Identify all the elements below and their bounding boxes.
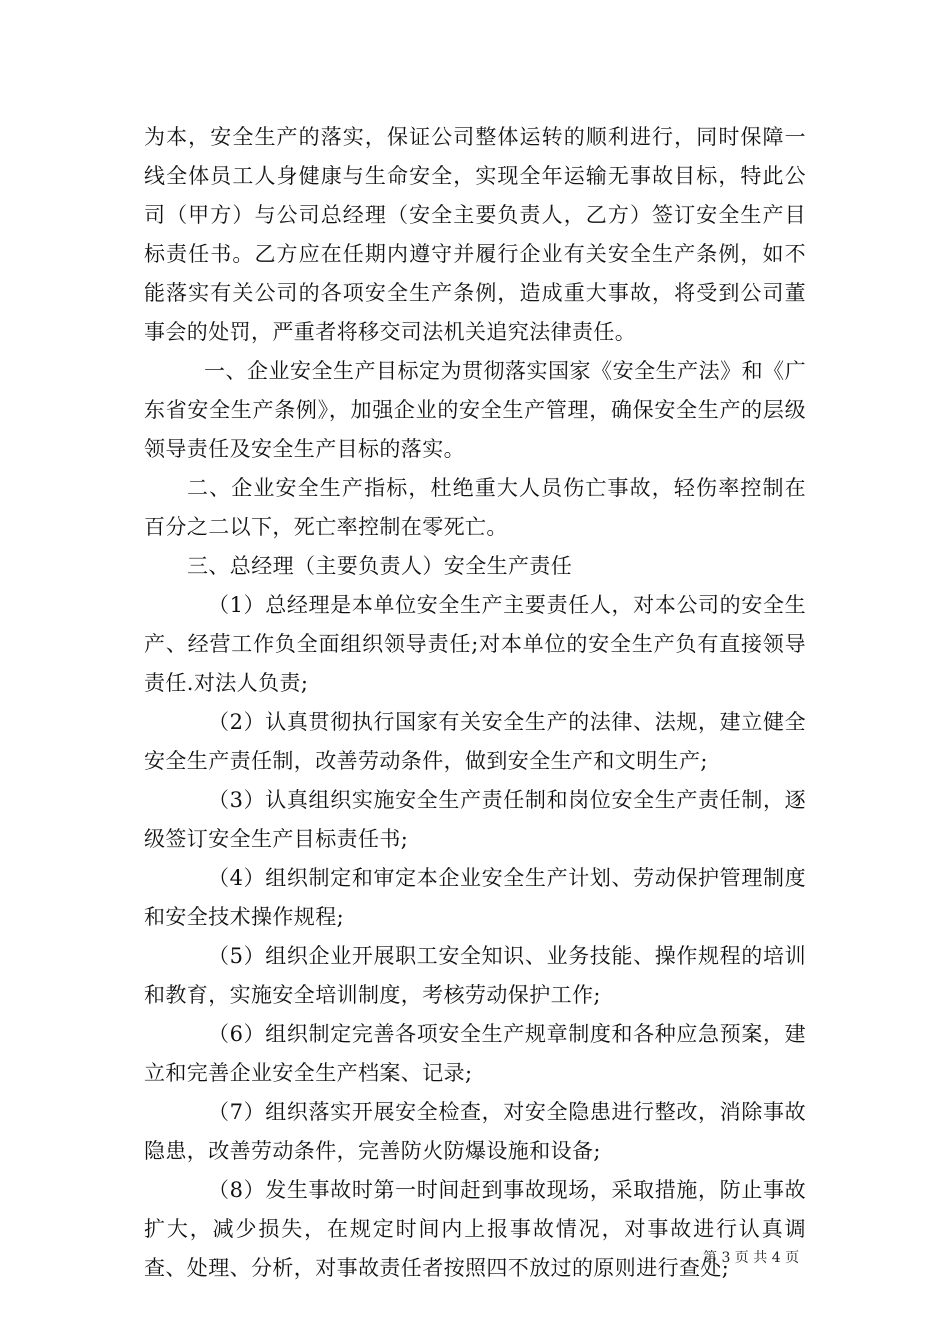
paragraph-section-1: 一、企业安全生产目标定为贯彻落实国家《安全生产法》和《广东省安全生产条例》，加强企业的安全生产管理，确保安全生产的层级领导责任及安全生产目标的落实。 bbox=[144, 359, 806, 461]
paragraph-item-5: （5）组织企业开展职工安全知识、业务技能、操作规程的培训和教育，实施安全培训制度，考核劳动保护工作; bbox=[144, 944, 806, 1007]
document-body bbox=[144, 118, 806, 1288]
paragraph-intro: 为本，安全生产的落实，保证公司整体运转的顺利进行，同时保障一线全体员工人身健康与生命安全，实现全年运输无事故目标，特此公司（甲方）与公司总经理（安全主要负责人，乙方）签订安全生产目标责任书。乙方应在任期内遵守并履行企业有关安全生产条例，如不能落实有关公司的各项安全生产条例，造成重大事故，将受到公司董事会的处罚，严重者将移交司法机关追究法律责任。 bbox=[144, 125, 806, 344]
paragraph-item-3: （3）认真组织实施安全生产责任制和岗位安全生产责任制，逐级签订安全生产目标责任书; bbox=[144, 788, 806, 851]
paragraph-item-1: （1）总经理是本单位安全生产主要责任人，对本公司的安全生产、经营工作负全面组织领导责任;对本单位的安全生产负有直接领导责任.对法人负责; bbox=[144, 593, 806, 695]
paragraph-item-4: （4）组织制定和审定本企业安全生产计划、劳动保护管理制度和安全技术操作规程; bbox=[144, 866, 806, 929]
paragraph-section-2: 二、企业安全生产指标，杜绝重大人员伤亡事故，轻伤率控制在百分之二以下，死亡率控制在零死亡。 bbox=[144, 476, 806, 539]
paragraph-item-6: （6）组织制定完善各项安全生产规章制度和各种应急预案，建立和完善企业安全生产档案、记录; bbox=[144, 1022, 806, 1085]
paragraph-item-7: （7）组织落实开展安全检查，对安全隐患进行整改，消除事故隐患，改善劳动条件，完善防火防爆设施和设备; bbox=[144, 1100, 806, 1163]
paragraph-item-2: （2）认真贯彻执行国家有关安全生产的法律、法规，建立健全安全生产责任制，改善劳动条件，做到安全生产和文明生产; bbox=[144, 710, 806, 773]
paragraph-section-3-heading: 三、总经理（主要负责人）安全生产责任 bbox=[187, 554, 573, 578]
paragraph-item-8: （8）发生事故时第一时间赶到事故现场，采取措施，防止事故扩大，减少损失，在规定时间内上报事故情况，对事故进行认真调查、处理、分析，对事故责任者按照四不放过的原则进行查处; bbox=[144, 1178, 806, 1280]
page-number-footer: 第 3 页 共 4 页 bbox=[703, 1250, 800, 1266]
